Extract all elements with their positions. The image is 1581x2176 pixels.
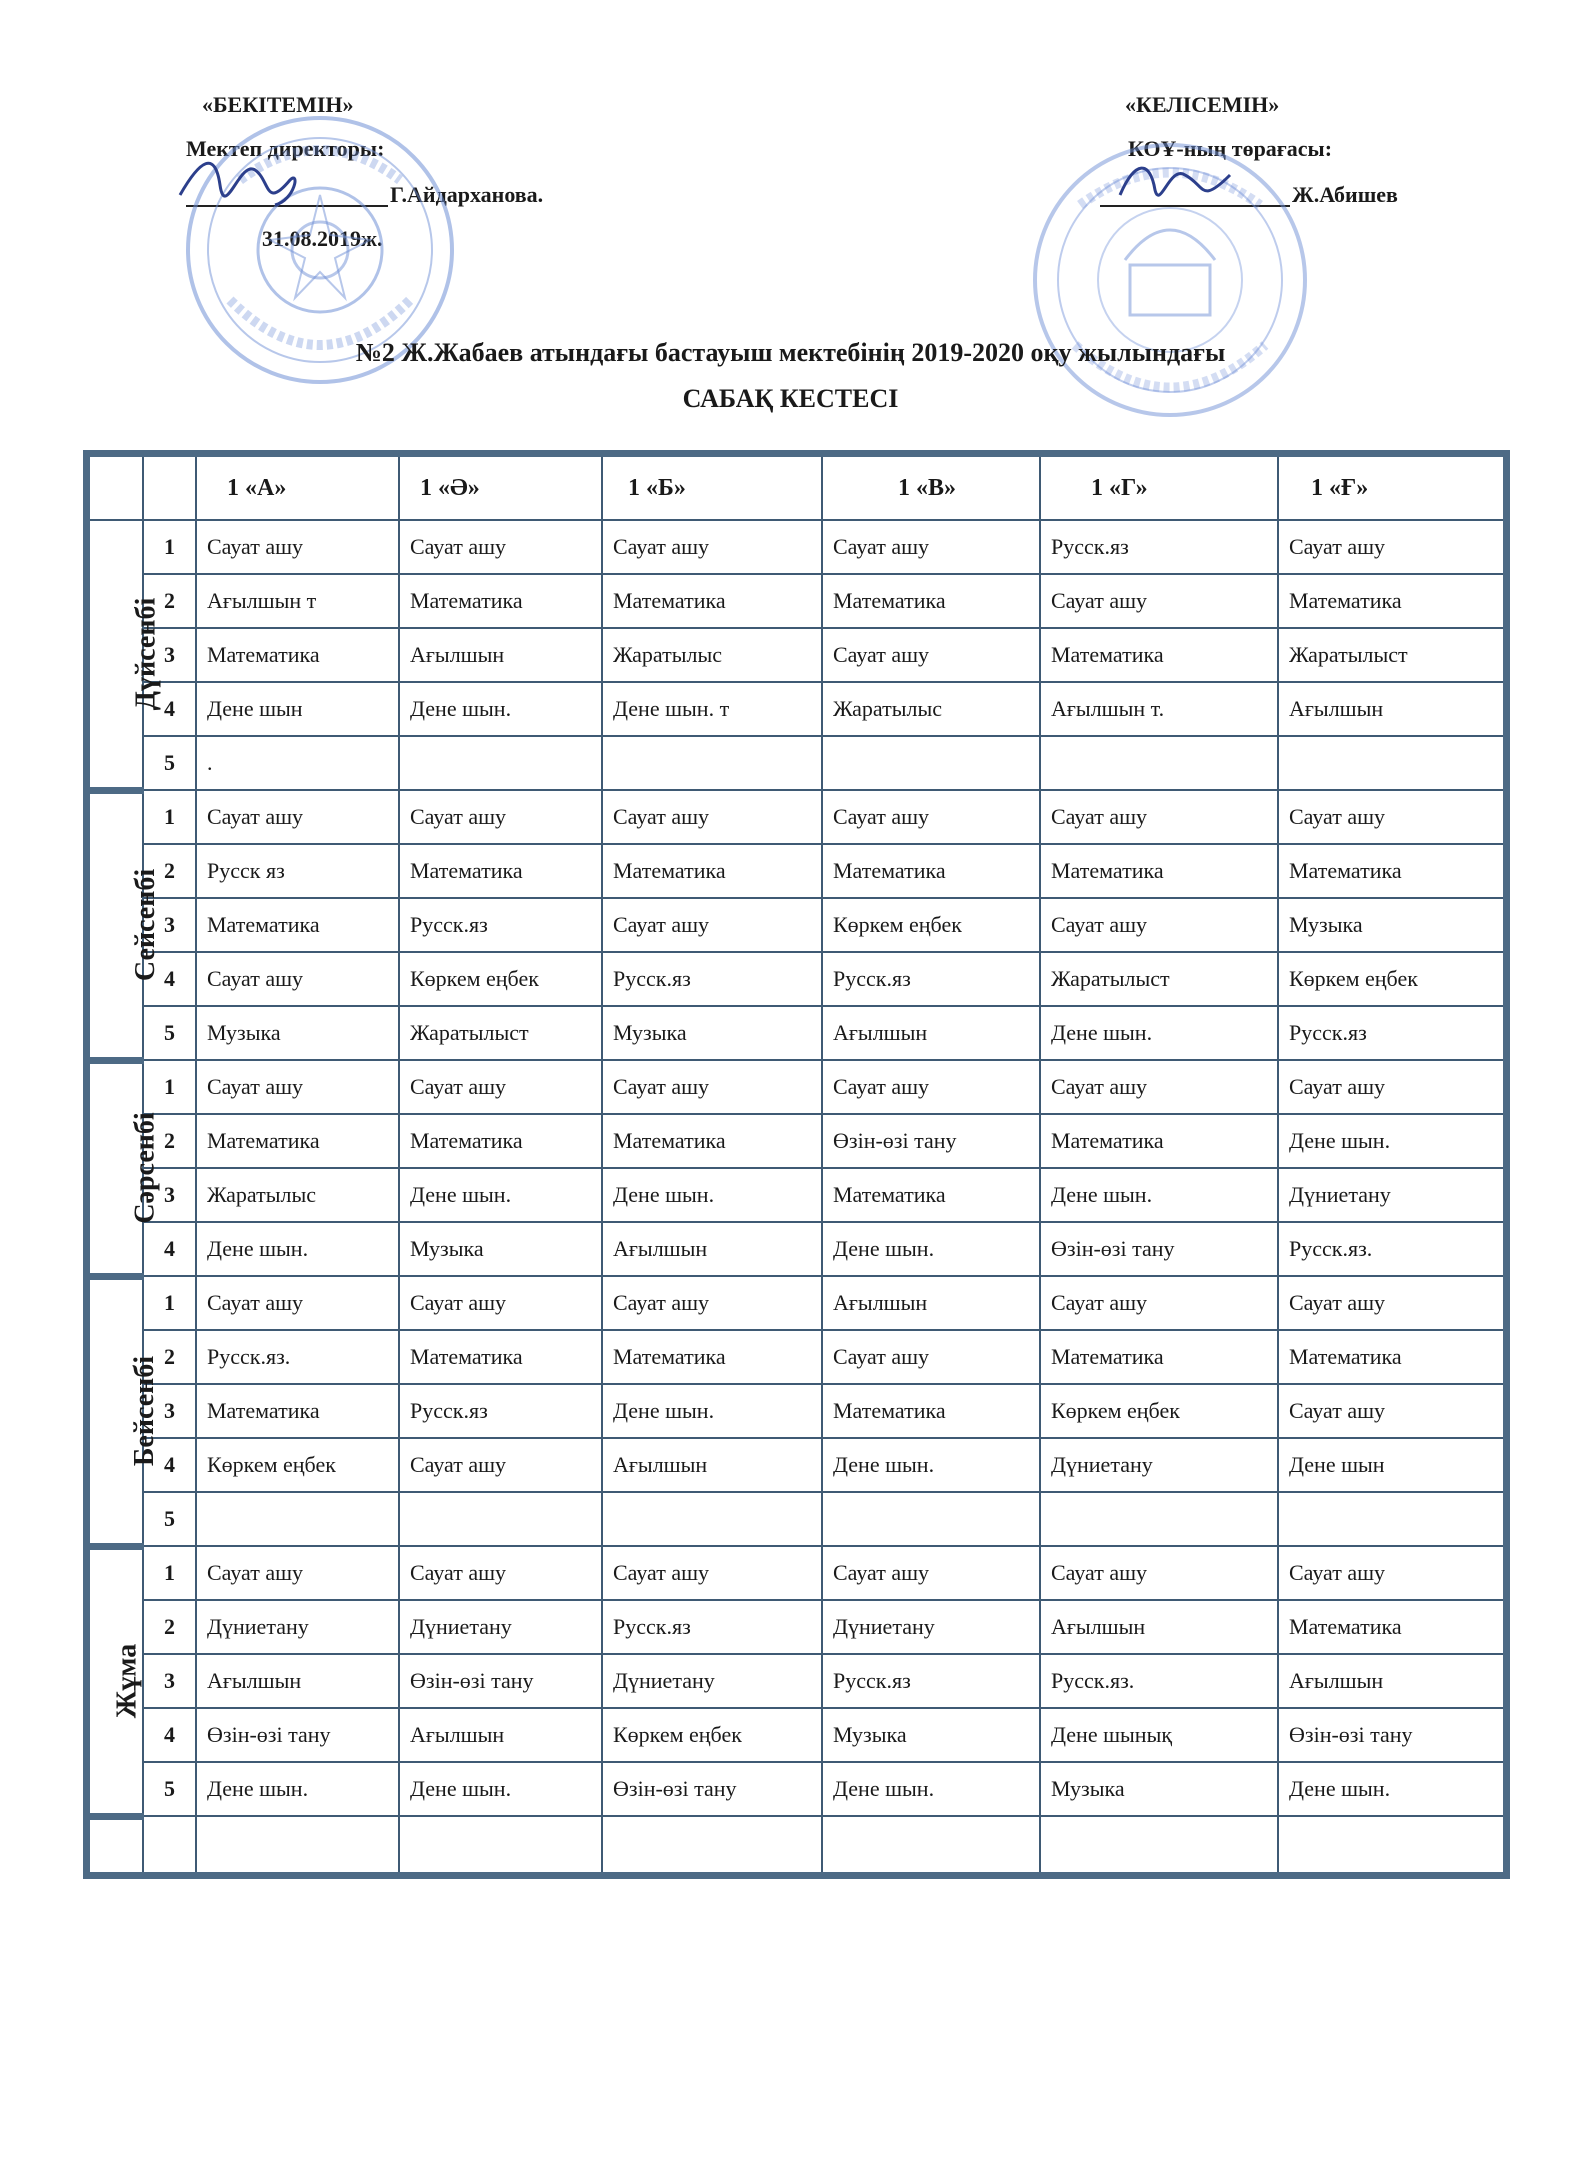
lesson-row — [89, 1168, 1504, 1222]
class-header: 1 «Б» — [602, 456, 822, 520]
lesson-cell: Сауат ашу — [1040, 1060, 1278, 1114]
lesson-cell: Сауат ашу — [1278, 1060, 1504, 1114]
lesson-cell: Музыка — [822, 1708, 1040, 1762]
day-label: Сәрсенбі — [129, 1112, 161, 1224]
lesson-number: 2 — [143, 1600, 196, 1654]
lesson-number: 4 — [143, 682, 196, 736]
lesson-number: 3 — [143, 628, 196, 682]
approve-name: Г.Айдарханова. — [390, 182, 544, 207]
lesson-row — [89, 1060, 1504, 1114]
empty-cell — [1040, 1816, 1278, 1873]
lesson-cell: Сауат ашу — [399, 1438, 602, 1492]
lesson-cell: Сауат ашу — [399, 520, 602, 574]
day-label: Бейсенбі — [129, 1355, 161, 1467]
lesson-row — [89, 1006, 1504, 1060]
lesson-row — [89, 736, 1504, 790]
lesson-cell: Дене шын. — [196, 1222, 399, 1276]
class-header: 1 «В» — [822, 456, 1040, 520]
lesson-cell: Сауат ашу — [399, 1546, 602, 1600]
page-title: №2 Ж.Жабаев атындағы бастауыш мектебінің 2019-2020 оқу жылындағы — [355, 338, 1226, 367]
lesson-cell: Музыка — [1278, 898, 1504, 952]
lesson-cell: Көркем еңбек — [399, 952, 602, 1006]
lesson-cell: Ағылшын — [822, 1276, 1040, 1330]
empty-cell — [602, 1816, 822, 1873]
lesson-cell: Русск.яз — [822, 1654, 1040, 1708]
lesson-row — [89, 1438, 1504, 1492]
lesson-cell: Ағылшын — [1278, 1654, 1504, 1708]
lesson-number: 4 — [143, 1438, 196, 1492]
lesson-row — [89, 1762, 1504, 1816]
lesson-cell: Математика — [822, 574, 1040, 628]
lesson-cell: Сауат ашу — [196, 1060, 399, 1114]
lesson-cell: Русск.яз. — [1278, 1222, 1504, 1276]
lesson-cell: Дене шын. — [822, 1762, 1040, 1816]
lesson-cell: Математика — [399, 574, 602, 628]
lesson-cell: Музыка — [196, 1006, 399, 1060]
lesson-cell: Сауат ашу — [602, 1276, 822, 1330]
agree-role: КОҰ-ның төрағасы: — [1128, 136, 1333, 161]
lesson-cell: Дене шын. — [602, 1384, 822, 1438]
lesson-cell: Өзін-өзі тану — [602, 1762, 822, 1816]
lesson-cell: . — [196, 736, 399, 790]
lesson-number: 2 — [143, 1330, 196, 1384]
lesson-cell — [196, 1492, 399, 1546]
lesson-cell: Дене шын — [1278, 1438, 1504, 1492]
lesson-number: 5 — [143, 1492, 196, 1546]
lesson-number: 3 — [143, 1384, 196, 1438]
lesson-cell: Көркем еңбек — [1278, 952, 1504, 1006]
empty-cell — [822, 1816, 1040, 1873]
lesson-cell: Ағылшын — [602, 1438, 822, 1492]
lesson-cell: Математика — [1278, 844, 1504, 898]
lesson-cell: Сауат ашу — [196, 790, 399, 844]
director-signature — [170, 140, 310, 230]
lesson-row — [89, 952, 1504, 1006]
lesson-cell: Өзін-өзі тану — [1040, 1222, 1278, 1276]
lesson-cell: Сауат ашу — [602, 520, 822, 574]
lesson-cell: Математика — [399, 1114, 602, 1168]
lesson-row — [89, 1114, 1504, 1168]
lesson-cell: Дене шын. — [399, 1168, 602, 1222]
lesson-cell: Дене шын. — [196, 1762, 399, 1816]
lesson-cell: Русск.яз — [602, 952, 822, 1006]
lesson-cell: Сауат ашу — [196, 520, 399, 574]
agree-title: «КЕЛІСЕМІН» — [1125, 92, 1280, 117]
day-label: Сейсенбі — [130, 868, 162, 982]
lesson-cell — [822, 736, 1040, 790]
class-header: 1 «А» — [196, 456, 399, 520]
lesson-cell: Ағылшын — [196, 1654, 399, 1708]
empty-cell — [196, 1816, 399, 1873]
lesson-cell: Дене шын. — [399, 1762, 602, 1816]
lesson-cell: Математика — [822, 1168, 1040, 1222]
lesson-cell: Ағылшын т — [196, 574, 399, 628]
chair-signature — [1110, 150, 1250, 220]
lesson-cell: Сауат ашу — [399, 1060, 602, 1114]
lesson-number: 1 — [143, 1546, 196, 1600]
empty-cell — [143, 1816, 196, 1873]
header-row — [89, 456, 1504, 520]
lesson-cell: Сауат ашу — [1278, 520, 1504, 574]
lesson-cell — [1278, 1492, 1504, 1546]
lesson-cell: Математика — [1040, 1330, 1278, 1384]
lesson-row — [89, 1330, 1504, 1384]
lesson-cell: Жаратылыст — [1278, 628, 1504, 682]
lesson-cell: Математика — [196, 1384, 399, 1438]
lesson-cell: Жаратылыс — [196, 1168, 399, 1222]
empty-footer-row — [89, 1816, 1504, 1873]
lesson-cell — [399, 736, 602, 790]
lesson-row — [89, 520, 1504, 574]
lesson-cell: Русск.яз — [602, 1600, 822, 1654]
lesson-row — [89, 574, 1504, 628]
lesson-cell: Математика — [196, 1114, 399, 1168]
empty-cell — [399, 1816, 602, 1873]
lesson-cell: Сауат ашу — [1278, 1546, 1504, 1600]
lesson-cell: Сауат ашу — [196, 952, 399, 1006]
day-cell — [89, 1276, 161, 1546]
lesson-cell: Музыка — [1040, 1762, 1278, 1816]
lesson-cell: Сауат ашу — [602, 1060, 822, 1114]
lesson-number: 4 — [143, 952, 196, 1006]
lesson-number: 1 — [143, 1276, 196, 1330]
lesson-cell: Сауат ашу — [822, 628, 1040, 682]
lesson-cell: Сауат ашу — [1040, 574, 1278, 628]
lesson-number: 4 — [143, 1222, 196, 1276]
lesson-row — [89, 790, 1504, 844]
lesson-cell: Музыка — [602, 1006, 822, 1060]
lesson-number: 2 — [143, 574, 196, 628]
lesson-cell: Дене шын. — [1278, 1762, 1504, 1816]
lesson-number: 2 — [143, 1114, 196, 1168]
lesson-cell: Сауат ашу — [822, 1330, 1040, 1384]
lesson-cell: Көркем еңбек — [822, 898, 1040, 952]
lesson-cell: Русск.яз. — [196, 1330, 399, 1384]
lesson-cell: Ағылшын — [602, 1222, 822, 1276]
lesson-row — [89, 1654, 1504, 1708]
lesson-cell: Ағылшын — [399, 628, 602, 682]
lesson-row — [89, 1276, 1504, 1330]
lesson-cell: Русск.яз — [822, 952, 1040, 1006]
lesson-cell: Русск яз — [196, 844, 399, 898]
lesson-cell: Дене шын. — [822, 1438, 1040, 1492]
lesson-cell: Сауат ашу — [1040, 1546, 1278, 1600]
lesson-cell: Дүниетану — [1278, 1168, 1504, 1222]
lesson-cell: Сауат ашу — [399, 790, 602, 844]
lesson-cell: Дене шынық — [1040, 1708, 1278, 1762]
day-cell — [89, 1060, 161, 1276]
lesson-number: 4 — [143, 1708, 196, 1762]
lesson-cell — [1278, 736, 1504, 790]
class-header: 1 «Ә» — [399, 456, 602, 520]
lesson-cell: Жаратылыс — [602, 628, 822, 682]
lesson-row — [89, 1222, 1504, 1276]
number-header-cell — [143, 456, 196, 520]
lesson-cell: Дене шын. т — [602, 682, 822, 736]
lesson-cell: Математика — [1040, 1114, 1278, 1168]
lesson-cell: Математика — [822, 1384, 1040, 1438]
lesson-cell: Сауат ашу — [196, 1546, 399, 1600]
lesson-cell — [602, 736, 822, 790]
lesson-cell — [602, 1492, 822, 1546]
lesson-cell: Математика — [602, 844, 822, 898]
lesson-cell: Өзін-өзі тану — [399, 1654, 602, 1708]
lesson-number: 5 — [143, 1762, 196, 1816]
day-label: Дүйсенбі — [130, 597, 162, 711]
lesson-row — [89, 1708, 1504, 1762]
lesson-cell — [822, 1492, 1040, 1546]
lesson-number: 5 — [143, 736, 196, 790]
class-header: 1 «Г» — [1040, 456, 1278, 520]
schedule-table — [88, 455, 1505, 1874]
lesson-cell: Дене шын. — [399, 682, 602, 736]
lesson-cell — [1040, 1492, 1278, 1546]
lesson-cell: Математика — [1040, 628, 1278, 682]
lesson-cell: Математика — [1278, 1330, 1504, 1384]
lesson-row — [89, 1546, 1504, 1600]
lesson-cell: Сауат ашу — [399, 1276, 602, 1330]
lesson-cell: Сауат ашу — [822, 790, 1040, 844]
lesson-cell: Математика — [1278, 574, 1504, 628]
lesson-cell: Математика — [602, 574, 822, 628]
empty-cell — [89, 1816, 143, 1873]
lesson-cell: Математика — [822, 844, 1040, 898]
lesson-row — [89, 628, 1504, 682]
lesson-cell: Сауат ашу — [1278, 1276, 1504, 1330]
lesson-cell: Ағылшын — [1040, 1600, 1278, 1654]
lesson-cell: Ағылшын — [822, 1006, 1040, 1060]
class-header: 1 «Ғ» — [1278, 456, 1504, 520]
lesson-cell: Көркем еңбек — [196, 1438, 399, 1492]
lesson-cell: Өзін-өзі тану — [196, 1708, 399, 1762]
lesson-number: 1 — [143, 1060, 196, 1114]
lesson-cell: Сауат ашу — [1040, 1276, 1278, 1330]
lesson-cell: Дене шын. — [822, 1222, 1040, 1276]
day-label: Жұма — [111, 1643, 143, 1719]
lesson-cell: Жаратылыст — [1040, 952, 1278, 1006]
lesson-cell: Сауат ашу — [822, 1060, 1040, 1114]
lesson-row — [89, 898, 1504, 952]
lesson-cell: Көркем еңбек — [1040, 1384, 1278, 1438]
lesson-cell: Дене шын. — [1278, 1114, 1504, 1168]
day-cell — [89, 1546, 143, 1816]
lesson-number: 3 — [143, 1168, 196, 1222]
lesson-cell: Математика — [196, 628, 399, 682]
approve-date: 31.08.2019ж. — [262, 226, 383, 251]
lesson-number: 3 — [143, 898, 196, 952]
lesson-cell: Русск.яз. — [1040, 1654, 1278, 1708]
lesson-cell — [399, 1492, 602, 1546]
approve-role: Мектеп директоры: — [186, 136, 385, 161]
lesson-cell: Математика — [602, 1330, 822, 1384]
lesson-cell: Музыка — [399, 1222, 602, 1276]
lesson-cell: Математика — [1040, 844, 1278, 898]
lesson-cell: Русск.яз — [1040, 520, 1278, 574]
lesson-cell: Дүниетану — [1040, 1438, 1278, 1492]
lesson-cell: Дене шын. — [1040, 1168, 1278, 1222]
lesson-cell: Ағылшын — [399, 1708, 602, 1762]
lesson-cell: Көркем еңбек — [602, 1708, 822, 1762]
lesson-row — [89, 1600, 1504, 1654]
lesson-number: 3 — [143, 1654, 196, 1708]
lesson-cell: Математика — [399, 1330, 602, 1384]
lesson-cell: Сауат ашу — [822, 520, 1040, 574]
lesson-cell: Математика — [602, 1114, 822, 1168]
empty-cell — [1278, 1816, 1504, 1873]
lesson-cell: Өзін-өзі тану — [822, 1114, 1040, 1168]
lesson-cell: Жаратылыс — [822, 682, 1040, 736]
lesson-cell: Өзін-өзі тану — [1278, 1708, 1504, 1762]
lesson-cell: Сауат ашу — [602, 898, 822, 952]
lesson-cell — [1040, 736, 1278, 790]
lesson-cell: Сауат ашу — [602, 790, 822, 844]
lesson-row — [89, 1384, 1504, 1438]
lesson-cell: Русск.яз — [399, 1384, 602, 1438]
lesson-cell: Сауат ашу — [1040, 898, 1278, 952]
page-subtitle: САБАҚ КЕСТЕСІ — [682, 384, 899, 413]
lesson-cell: Сауат ашу — [1040, 790, 1278, 844]
lesson-cell: Сауат ашу — [196, 1276, 399, 1330]
lesson-cell: Дүниетану — [399, 1600, 602, 1654]
lesson-cell: Жаратылыст — [399, 1006, 602, 1060]
lesson-cell: Дене шын. — [1040, 1006, 1278, 1060]
lesson-cell: Дене шын — [196, 682, 399, 736]
lesson-number: 5 — [143, 1006, 196, 1060]
lesson-cell: Сауат ашу — [1278, 790, 1504, 844]
lesson-row — [89, 682, 1504, 736]
lesson-cell: Дүниетану — [602, 1654, 822, 1708]
lesson-cell: Математика — [1278, 1600, 1504, 1654]
lesson-cell: Ағылшын т. — [1040, 682, 1278, 736]
lesson-cell: Математика — [196, 898, 399, 952]
lesson-number: 1 — [143, 520, 196, 574]
lesson-cell: Сауат ашу — [1278, 1384, 1504, 1438]
approve-title: «БЕКІТЕМІН» — [202, 92, 354, 117]
lesson-number: 1 — [143, 790, 196, 844]
lesson-cell: Дүниетану — [196, 1600, 399, 1654]
lesson-row — [89, 1492, 1504, 1546]
lesson-row — [89, 844, 1504, 898]
day-cell — [89, 520, 162, 790]
lesson-number: 2 — [143, 844, 196, 898]
lesson-cell: Дене шын. — [602, 1168, 822, 1222]
lesson-cell: Сауат ашу — [822, 1546, 1040, 1600]
agree-name: Ж.Абишев — [1292, 182, 1398, 207]
lesson-cell: Математика — [399, 844, 602, 898]
lesson-cell: Русск.яз — [1278, 1006, 1504, 1060]
day-cell — [89, 790, 162, 1060]
lesson-cell: Русск.яз — [399, 898, 602, 952]
lesson-cell: Ағылшын — [1278, 682, 1504, 736]
lesson-cell: Дүниетану — [822, 1600, 1040, 1654]
lesson-cell: Сауат ашу — [602, 1546, 822, 1600]
corner-cell — [89, 456, 143, 520]
